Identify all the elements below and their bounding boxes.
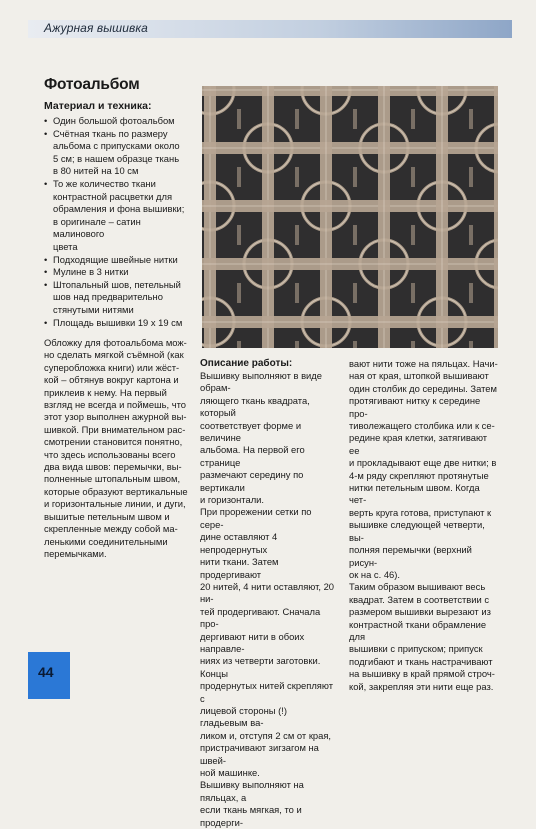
connecting-bridge — [237, 341, 241, 348]
connecting-bridge — [411, 167, 415, 187]
description-line: альбома. На первой его странице — [200, 444, 305, 468]
embroidery-photo — [202, 86, 498, 348]
description-line: пристрачивают зигзагом на швей- — [200, 742, 319, 766]
description-line: контрастной ткани обрамление для — [349, 618, 487, 642]
materials-item-line: альбома с припусками около — [53, 140, 180, 152]
article-title: Фотоальбом — [44, 76, 140, 93]
connecting-bridge — [237, 167, 241, 187]
connecting-bridge — [295, 167, 299, 187]
materials-item — [44, 266, 194, 279]
intro-line: но сделать мягкой съёмной (как — [44, 349, 184, 361]
materials-item — [44, 128, 194, 178]
materials-item-line: То же количество ткани — [53, 177, 156, 189]
bullet-marker: • — [44, 278, 48, 290]
materials-item-line: контрастной расцветки для — [53, 190, 173, 202]
description-line: Таким образом вышивают весь — [349, 581, 486, 593]
materials-item — [44, 115, 194, 128]
bullet-marker: • — [44, 127, 48, 139]
intro-line: два вида швов: перемычки, вы- — [44, 461, 182, 473]
materials-item-line: стянутыми нитями — [53, 303, 134, 315]
description-line: подгибают и ткань настрачивают — [349, 655, 493, 667]
description-line: нитки петельным швом. Когда чет- — [349, 482, 480, 506]
materials-item-line: Мулине в 3 нитки — [53, 266, 129, 278]
description-line: верть круга готова, приступают к — [349, 506, 492, 518]
bullet-marker: • — [44, 266, 48, 278]
materials-item — [44, 254, 194, 267]
intro-line: суперобложка книги) или жёст- — [44, 361, 180, 373]
connecting-bridge — [295, 109, 299, 129]
intro-line: которые образуют вертикальные — [44, 485, 188, 497]
intro-line: и горизонтальные линии, и дуги, — [44, 498, 186, 510]
description-line: дине оставляют 4 непродернутых — [200, 531, 278, 555]
vertical-bar — [494, 86, 498, 348]
materials-item-line: в оригинале – сатин малинового — [53, 215, 141, 240]
description-line: Вышивку выполняют в виде обрам- — [200, 370, 322, 394]
section-header: Ажурная вышивка — [44, 21, 148, 35]
connecting-bridge — [469, 283, 473, 303]
description-line: вышивки с припуском; припуск — [349, 643, 483, 655]
intro-line: ленькими соединительными — [44, 535, 168, 547]
description-heading: Описание работы: — [200, 358, 293, 369]
materials-item — [44, 317, 194, 330]
materials-item-line: Площадь вышивки 19 х 19 см — [53, 316, 183, 328]
connecting-bridge — [295, 341, 299, 348]
description-line: размечают середину по вертикали — [200, 469, 304, 493]
description-line: продернутых нитей скрепляют с — [200, 680, 334, 704]
intro-line: этот узор выполнен ажурной вы- — [44, 411, 187, 423]
connecting-bridge — [237, 283, 241, 303]
connecting-bridge — [469, 225, 473, 245]
description-line: лицевой стороны (!) гладьевым ва- — [200, 704, 288, 729]
description-line: При прорежении сетки по сере- — [200, 506, 312, 530]
connecting-bridge — [353, 167, 357, 187]
materials-item-line: цвета — [53, 240, 78, 252]
intro-line: скрепленные между собой ма- — [44, 523, 178, 535]
materials-item — [44, 178, 194, 254]
connecting-bridge — [411, 341, 415, 348]
bullet-marker: • — [44, 177, 48, 189]
description-line: ликом и, отступя 2 см от края, — [200, 729, 332, 741]
description-line: кой, закрепляя эти нити еще раз. — [349, 680, 494, 692]
intro-line: приклеив к нему. На первый — [44, 386, 167, 398]
connecting-bridge — [469, 167, 473, 187]
description-line: если ткань мягкая, то и продерги- — [200, 804, 302, 828]
horizontal-bar — [202, 86, 498, 96]
materials-item-line: обрамления и фона вышивки; — [53, 203, 185, 215]
materials-item — [44, 279, 194, 317]
intro-line: кой – обтянув вокруг картона и — [44, 374, 179, 386]
description-line: ок на с. 46). — [349, 568, 400, 580]
description-line: ляющего ткань квадрата, который — [200, 394, 310, 419]
connecting-bridge — [469, 341, 473, 348]
materials-heading: Материал и техника: — [44, 100, 152, 112]
description-line: Вышивку выполняют на пяльцах, а — [200, 779, 304, 803]
bullet-marker: • — [44, 115, 48, 126]
connecting-bridge — [411, 225, 415, 245]
connecting-bridge — [295, 225, 299, 245]
description-line: полняя перемычки (верхний рисун- — [349, 544, 472, 568]
intro-line: вышитые петельным швом и — [44, 510, 170, 522]
connecting-bridge — [469, 109, 473, 129]
description-line: на вышивку в край прямой строч- — [349, 668, 495, 680]
materials-item-line: Счётная ткань по размеру — [53, 127, 168, 139]
description-line: редине края клетки, затягивают ее — [349, 432, 488, 456]
intro-line: шивкой. При внимательном рас- — [44, 423, 186, 435]
materials-item-line: в 80 нитей на 10 см — [53, 165, 139, 177]
materials-item-line: Подходящие швейные нитки — [53, 253, 178, 265]
description-line: размером вышивки вырезают из — [349, 606, 491, 618]
connecting-bridge — [411, 109, 415, 129]
connecting-bridge — [353, 341, 357, 348]
description-line: 20 нитей, 4 нити оставляют, 20 ни- — [200, 580, 334, 605]
description-line: и прокладывают еще две нитки; в — [349, 457, 497, 469]
materials-item-line: Штопальный шов, петельный — [53, 278, 181, 290]
connecting-bridge — [237, 225, 241, 245]
description-line: и горизонтали. — [200, 494, 265, 506]
fabric-background — [202, 86, 498, 348]
description-column-left — [200, 358, 336, 829]
description-text-right — [349, 358, 499, 693]
intro-line: полненные штопальным швом, — [44, 473, 181, 485]
description-line: вышивке следующей четверти, вы- — [349, 519, 485, 543]
description-line: ная от края, штопкой вышивают — [349, 370, 489, 382]
description-line: соответствует форме и величине — [200, 419, 302, 444]
description-line: тей продергивают. Сначала про- — [200, 605, 321, 630]
connecting-bridge — [353, 283, 357, 303]
intro-line: что здесь использованы всего — [44, 448, 176, 460]
description-text-left — [200, 370, 336, 829]
materials-item-line: шов над предварительно — [53, 291, 163, 303]
bullet-marker: • — [44, 253, 48, 265]
connecting-bridge — [237, 109, 241, 129]
intro-line: перемычками. — [44, 547, 107, 559]
description-line: квадрат. Затем в соответствии с — [349, 593, 490, 605]
description-line: ной машинке. — [200, 767, 260, 778]
description-line: дергивают нити в обоих направле- — [200, 630, 305, 654]
page-number: 44 — [38, 664, 54, 680]
materials-item-line: 5 см; в нашем образце ткань — [53, 152, 180, 164]
connecting-bridge — [353, 109, 357, 129]
description-line: вают нити тоже на пяльцах. Начи- — [349, 358, 498, 369]
description-line: нити ткани. Затем продергивают — [200, 556, 279, 580]
connecting-bridge — [353, 225, 357, 245]
openwork-grid-image — [202, 86, 498, 348]
description-line: ниях из четверти заготовки. Концы — [200, 655, 321, 679]
intro-line: смотрении становится понятно, — [44, 436, 183, 448]
description-column-right — [349, 358, 499, 693]
materials-list — [44, 115, 194, 329]
materials-item-line: Один большой фотоальбом — [53, 115, 175, 126]
intro-line: взгляд не всегда и поймешь, что — [44, 399, 186, 411]
bullet-marker: • — [44, 316, 48, 328]
intro-line: Обложку для фотоальбома мож- — [44, 337, 187, 348]
connecting-bridge — [295, 283, 299, 303]
description-line: протягивают нитку к середине про- — [349, 395, 481, 419]
description-line: тиволежащего столбика или к се- — [349, 420, 495, 432]
description-line: 4-м ряду скрепляют протянутые — [349, 469, 489, 481]
description-line: один столбик до середины. Затем — [349, 382, 497, 394]
connecting-bridge — [411, 283, 415, 303]
intro-paragraph — [44, 337, 196, 560]
